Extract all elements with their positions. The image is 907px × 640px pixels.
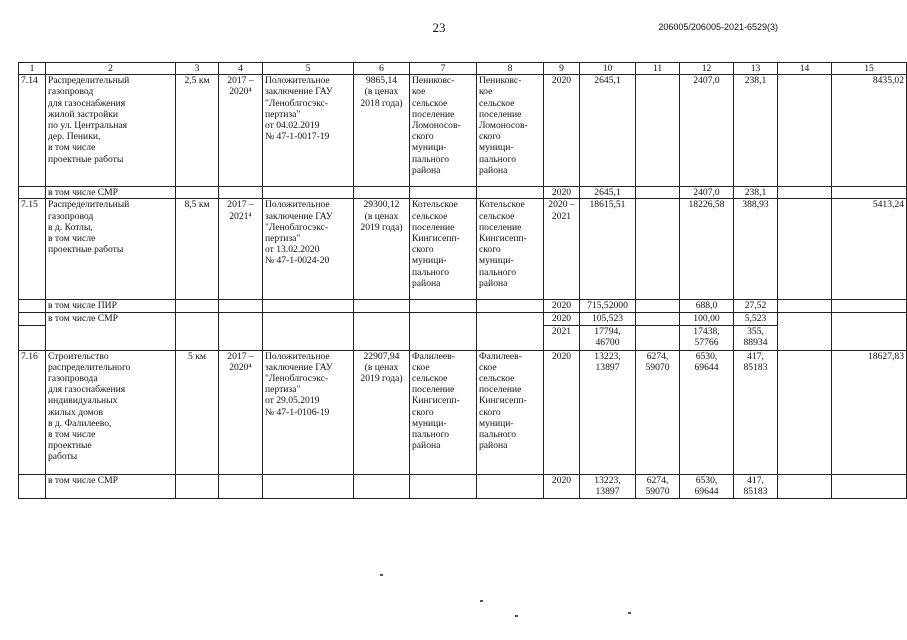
column-header: 5 [263,63,354,75]
cell-col11: 6274, 59070 [636,350,680,474]
cell-col13: 417, 85183 [734,350,778,474]
cell-col13: 238,1 [734,75,778,187]
scan-speck [628,612,631,614]
cell-col13: 355, 88934 [734,325,778,350]
table-row [19,474,907,498]
cell-col13: 388,93 [734,199,778,300]
column-header: 8 [477,63,544,75]
row-label: в том числе СМР [46,313,176,350]
estimated-cost: 9865,14 (в ценах 2018 года) [354,75,410,187]
total-amount: 13223, 13897 [580,350,636,474]
total-amount: 17794, 46700 [580,325,636,350]
expertise-conclusion: Положительное заключение ГАУ "Леноблгосэкс- пертиза" от 04.02.2019 № 47-1-0017-19 [263,75,354,187]
column-header: 7 [410,63,477,75]
table-row [19,350,907,474]
cell-col13: 417, 85183 [734,474,778,498]
cell-col12: 6530, 69644 [680,474,734,498]
row-number: 7.14 [19,75,46,187]
object-name: Распределительный газопровод для газоснабжения жилой застройки по ул. Центральная дер. Пеники, в том числе проектные работы [46,75,176,187]
table-row [19,75,907,187]
scan-speck [515,615,518,617]
column-header: 6 [354,63,410,75]
cell-col12: 18226,58 [680,199,734,300]
cell-col13: 238,1 [734,187,778,199]
page-number: 23 [432,20,446,35]
column-header: 2 [46,63,176,75]
column-header: 13 [734,63,778,75]
year: 2020 [544,300,580,313]
total-amount: 105,523 [580,313,636,325]
total-amount: 2645,1 [580,75,636,187]
cell-col12: 100,00 [680,313,734,325]
table-row [19,300,907,313]
estimated-cost: 22907,94 (в ценах 2019 года) [354,350,410,474]
total-amount: 2645,1 [580,187,636,199]
header-row [19,63,907,75]
year: 2020 – 2021 [544,199,580,300]
owner: Фалилеев- ское сельское поселение Кингисепп- ского муници- пального района [477,350,544,474]
pipeline-length: 8,5 км [176,199,219,300]
customer: Пениковс- кое сельское поселение Ломоносов- ского муници- пального района [410,75,477,187]
year: 2020 [544,474,580,498]
column-header: 15 [832,63,907,75]
estimated-cost: 29300,12 (в ценах 2019 года) [354,199,410,300]
period-years: 2017 – 2020⁴ [219,75,263,187]
expertise-conclusion: Положительное заключение ГАУ "Леноблгосэкс- пертиза" от 13.02.2020 № 47-1-0024-20 [263,199,354,300]
cell-col11: 6274, 59070 [636,474,680,498]
cell-col12: 2407,0 [680,187,734,199]
total-amount: 13223, 13897 [580,474,636,498]
cell-col12: 17438, 57766 [680,325,734,350]
cell-col15: 18627,83 [832,350,907,474]
column-header: 12 [680,63,734,75]
row-label: в том числе СМР [46,187,176,199]
cell-col15: 5413,24 [832,199,907,300]
column-header: 9 [544,63,580,75]
pipeline-length: 2,5 км [176,75,219,187]
scan-speck [480,600,483,602]
column-header: 1 [19,63,46,75]
owner: Пениковс- кое сельское поселение Ломоносов- ского муници- пального района [477,75,544,187]
pipeline-length: 5 км [176,350,219,474]
total-amount: 715,52000 [580,300,636,313]
document-code: 206005/206005-2021-6529(3) [658,22,778,32]
year: 2020 [544,350,580,474]
year: 2020 [544,187,580,199]
row-label: в том числе ПИР [46,300,176,313]
cell-col11 [636,75,680,187]
cell-col13: 27,52 [734,300,778,313]
owner: Котельское сельское поселение Кингисепп- ского муници- пального района [477,199,544,300]
cell-col14 [778,75,832,187]
column-header: 4 [219,63,263,75]
table-row [19,199,907,300]
object-name: Распределительный газопровод в д. Котлы, в том числе проектные работы [46,199,176,300]
cell-col12: 2407,0 [680,75,734,187]
table-row [19,313,907,325]
row-label: в том числе СМР [46,474,176,498]
cell-col15: 8435,02 [832,75,907,187]
period-years: 2017 – 2021⁴ [219,199,263,300]
data-table [18,62,907,499]
cell-col12: 688,0 [680,300,734,313]
period-years: 2017 – 2020⁴ [219,350,263,474]
customer: Котельское сельское поселение Кингисепп- ского муници- пального района [410,199,477,300]
table-row [19,187,907,199]
year: 2021 [544,325,580,350]
expertise-conclusion: Положительное заключение ГАУ "Леноблгосэкс- пертиза" от 29.05.2019 № 47-1-0106-19 [263,350,354,474]
year: 2020 [544,313,580,325]
column-header: 3 [176,63,219,75]
cell-col12: 6530, 69644 [680,350,734,474]
cell-col13: 5,523 [734,313,778,325]
row-number: 7.15 [19,199,46,300]
row-number: 7.16 [19,350,46,474]
customer: Фалилеев- ское сельское поселение Кингисепп- ского муници- пального района [410,350,477,474]
year: 2020 [544,75,580,187]
column-header: 11 [636,63,680,75]
scan-speck [380,574,383,576]
column-header: 10 [580,63,636,75]
total-amount: 18615,51 [580,199,636,300]
column-header: 14 [778,63,832,75]
object-name: Строительство распределительного газопровода для газоснабжения индивидуальных жилых домов в д. Фалилеево, в том числе проектные работы [46,350,176,474]
